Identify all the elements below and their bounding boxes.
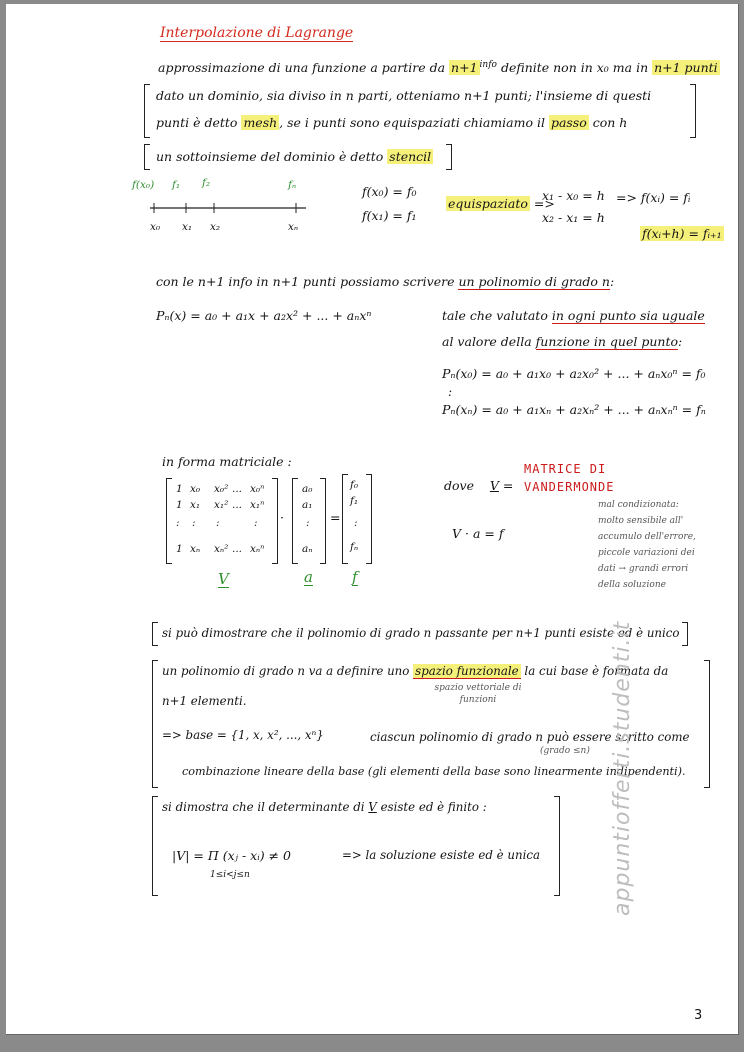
sketch-x-label-2: x₂ bbox=[210, 221, 221, 233]
info-superscript: info bbox=[479, 60, 497, 70]
left-bracket bbox=[144, 84, 150, 138]
highlight-mesh: mesh bbox=[243, 115, 278, 130]
matrix-cell: x₀ⁿ bbox=[250, 483, 265, 495]
det-formula: |V| = Π (xⱼ - xᵢ) ≠ 0 bbox=[172, 848, 291, 863]
intro-text: punti è detto bbox=[156, 115, 238, 130]
matrix-right-bracket bbox=[272, 478, 278, 564]
a-vector-cell: a₀ bbox=[302, 483, 313, 495]
eq-f-x0: f(x₀) = f₀ bbox=[362, 184, 417, 199]
det-index: 1≤i<j≤n bbox=[210, 870, 250, 880]
note-spazio-vettoriale: spazio vettoriale di funzioni bbox=[434, 683, 522, 705]
a-vector-right-bracket bbox=[320, 478, 326, 564]
label-a: a bbox=[304, 568, 313, 586]
intro-text: un sottoinsieme del dominio è detto bbox=[156, 149, 384, 164]
teoria-spazio-line-3: ciascun polinomio di grado n può essere scritto come bbox=[370, 730, 690, 744]
text: dove bbox=[444, 478, 474, 493]
note-line: dati → grandi errori bbox=[598, 564, 689, 574]
teoria-spazio-line-2: n+1 elementi. bbox=[162, 694, 247, 708]
sketch-x-label-1: x₁ bbox=[182, 221, 193, 233]
highlight-stencil: stencil bbox=[389, 149, 432, 164]
teoria-spazio-line-4: combinazione lineare della base (gli elementi della base sono linearmente indipendenti). bbox=[182, 765, 686, 778]
dot-operator: · bbox=[280, 510, 284, 525]
diff-x1-x0: x₁ - x₀ = h bbox=[542, 188, 605, 203]
eq-f-xi: => f(xᵢ) = fᵢ bbox=[616, 190, 691, 205]
note-line: piccole variazioni dei bbox=[598, 548, 695, 558]
right-bracket bbox=[704, 660, 710, 788]
teoria-esiste-unico: si può dimostrare che il polinomio di grado n passante per n+1 punti esiste ed è unico bbox=[162, 626, 680, 640]
left-bracket bbox=[152, 660, 158, 788]
left-bracket bbox=[144, 144, 150, 170]
right-bracket bbox=[446, 144, 452, 170]
intro-text: definite non in x₀ ma in bbox=[500, 60, 649, 76]
a-vector-left-bracket bbox=[292, 478, 298, 564]
matrix-cell: xₙⁿ bbox=[250, 543, 265, 555]
teoria-determinante bbox=[162, 800, 487, 815]
V-symbol: V bbox=[368, 800, 377, 814]
right-bracket bbox=[690, 84, 696, 138]
f-vector-cell: f₁ bbox=[350, 495, 359, 507]
matrice-vandermonde-2: VANDERMONDE bbox=[524, 480, 615, 494]
tale-che-line-2 bbox=[442, 334, 682, 349]
intro-line-3 bbox=[156, 115, 627, 130]
a-vector-cell: : bbox=[306, 517, 310, 529]
matrix-cell: ... bbox=[232, 483, 243, 495]
f-vector-cell: fₙ bbox=[350, 541, 359, 553]
matrix-cell: 1 bbox=[176, 543, 183, 555]
polinomio-formula: Pₙ(x) = a₀ + a₁x + a₂x² + ... + aₙxⁿ bbox=[156, 308, 372, 323]
vdots: : bbox=[448, 384, 453, 399]
sketch-axis-line bbox=[146, 200, 316, 216]
note-line: molto sensibile all' bbox=[598, 516, 684, 526]
page-title: Interpolazione di Lagrange bbox=[160, 25, 354, 41]
matrix-cell: : bbox=[176, 517, 180, 529]
eq-pn-xn: Pₙ(xₙ) = a₀ + a₁xₙ + a₂xₙ² + ... + aₙxₙⁿ = fₙ bbox=[442, 402, 706, 417]
note-grado: (grado ≤n) bbox=[540, 746, 590, 756]
matrice-vandermonde-1: MATRICE DI bbox=[524, 462, 607, 476]
text: esiste ed è finito : bbox=[380, 800, 487, 814]
matrix-cell: ... bbox=[232, 499, 243, 511]
matrix-cell: 1 bbox=[176, 483, 183, 495]
intro-text: , se i punti sono equispaziati chiamiamo il bbox=[279, 115, 545, 130]
f-vector-cell: f₀ bbox=[350, 479, 359, 491]
polinomio-intro bbox=[156, 274, 614, 289]
highlight-n-plus-1: n+1 bbox=[451, 60, 478, 76]
diff-x2-x1: x₂ - x₁ = h bbox=[542, 210, 605, 225]
underlined-ogni-punto: in ogni punto sia uguale bbox=[551, 308, 705, 323]
left-bracket bbox=[152, 796, 158, 896]
matrix-cell: x₁² bbox=[214, 499, 229, 511]
arrow: => bbox=[533, 196, 555, 211]
matriciale-label: in forma matriciale : bbox=[162, 454, 292, 469]
matrix-cell: : bbox=[216, 517, 220, 529]
intro-line-4 bbox=[156, 149, 433, 164]
highlight-f-xi-h: f(xᵢ+h) = fᵢ₊₁ bbox=[642, 226, 722, 241]
page-number: 3 bbox=[694, 1008, 703, 1023]
highlight-n-plus-1-punti: n+1 punti bbox=[654, 60, 718, 76]
text: un polinomio di grado n va a definire uno bbox=[162, 664, 410, 678]
eq-Va-f: V · a = f bbox=[452, 526, 504, 541]
matrix-cell: : bbox=[192, 517, 196, 529]
equals-sign: = bbox=[330, 510, 341, 525]
watermark: appuntiofferti.studenti.it bbox=[610, 620, 635, 916]
text: tale che valutato bbox=[442, 308, 548, 323]
eq-f-x1: f(x₁) = f₁ bbox=[362, 208, 417, 223]
matrix-cell: x₀ bbox=[190, 483, 201, 495]
intro-line-2: dato un dominio, sia diviso in n parti, otteniamo n+1 punti; l'insieme di questi bbox=[156, 88, 652, 103]
matrix-cell: x₀² bbox=[214, 483, 229, 495]
sketch-f-label-2: f₂ bbox=[202, 177, 211, 189]
a-vector-cell: a₁ bbox=[302, 499, 313, 511]
underlined-polinomio: un polinomio di grado n bbox=[458, 274, 610, 289]
sketch-f-label-0: f(x₀) bbox=[132, 179, 155, 191]
base-formula: => base = {1, x, x², ..., xⁿ} bbox=[162, 728, 324, 742]
text: al valore della bbox=[442, 334, 532, 349]
matrix-cell: 1 bbox=[176, 499, 183, 511]
intro-line-1 bbox=[158, 60, 720, 75]
soluzione-unica: => la soluzione esiste ed è unica bbox=[342, 848, 540, 862]
highlight-equispaziato: equispaziato bbox=[448, 196, 528, 211]
f-vector-left-bracket bbox=[342, 474, 348, 564]
equispaziato-label bbox=[446, 196, 555, 211]
matrix-cell: : bbox=[254, 517, 258, 529]
text: = bbox=[502, 478, 514, 493]
text: : bbox=[678, 334, 683, 349]
sketch-f-label-1: f₁ bbox=[172, 179, 181, 191]
intro-text: approssimazione di una funzione a partire da bbox=[158, 60, 446, 76]
matrix-cell: xₙ bbox=[190, 543, 201, 555]
label-V: V bbox=[218, 570, 229, 588]
matrix-left-bracket bbox=[166, 478, 172, 564]
matrix-cell: x₁ⁿ bbox=[250, 499, 265, 511]
tale-che-line-1 bbox=[442, 308, 705, 323]
V-symbol: V bbox=[489, 478, 499, 493]
right-bracket bbox=[682, 622, 688, 646]
underlined-funzione: funzione in quel punto bbox=[535, 334, 678, 349]
matrix-cell: xₙ² bbox=[214, 543, 229, 555]
sketch-x-label-0: x₀ bbox=[150, 221, 161, 233]
left-bracket bbox=[152, 622, 158, 646]
teoria-spazio-line-1 bbox=[162, 664, 668, 679]
sketch-f-label-n: fₙ bbox=[288, 179, 297, 191]
highlight-passo: passo bbox=[550, 115, 587, 130]
note-line: della soluzione bbox=[598, 580, 666, 590]
right-bracket bbox=[554, 796, 560, 896]
label-f: f bbox=[352, 568, 358, 586]
f-vector-cell: : bbox=[354, 517, 358, 529]
matrix-cell: x₁ bbox=[190, 499, 201, 511]
text: si dimostra che il determinante di bbox=[162, 800, 365, 814]
notes-page bbox=[6, 4, 739, 1035]
f-vector-right-bracket bbox=[366, 474, 372, 564]
intro-text: con h bbox=[592, 115, 628, 130]
note-line: mal condizionata: bbox=[598, 500, 679, 510]
matrix-cell: ... bbox=[232, 543, 243, 555]
eq-pn-x0: Pₙ(x₀) = a₀ + a₁x₀ + a₂x₀² + ... + aₙx₀ⁿ = f₀ bbox=[442, 366, 706, 381]
text: : bbox=[609, 274, 615, 289]
a-vector-cell: aₙ bbox=[302, 543, 313, 555]
text: con le n+1 info in n+1 punti possiamo scrivere bbox=[156, 274, 455, 289]
highlight-spazio-funzionale: spazio funzionale bbox=[415, 664, 519, 678]
sketch-x-label-n: xₙ bbox=[288, 221, 299, 233]
eq-f-xi-h bbox=[640, 226, 724, 241]
dove-label bbox=[444, 478, 513, 493]
note-line: accumulo dell'errore, bbox=[598, 532, 696, 542]
text: la cui base è formata da bbox=[524, 664, 669, 678]
